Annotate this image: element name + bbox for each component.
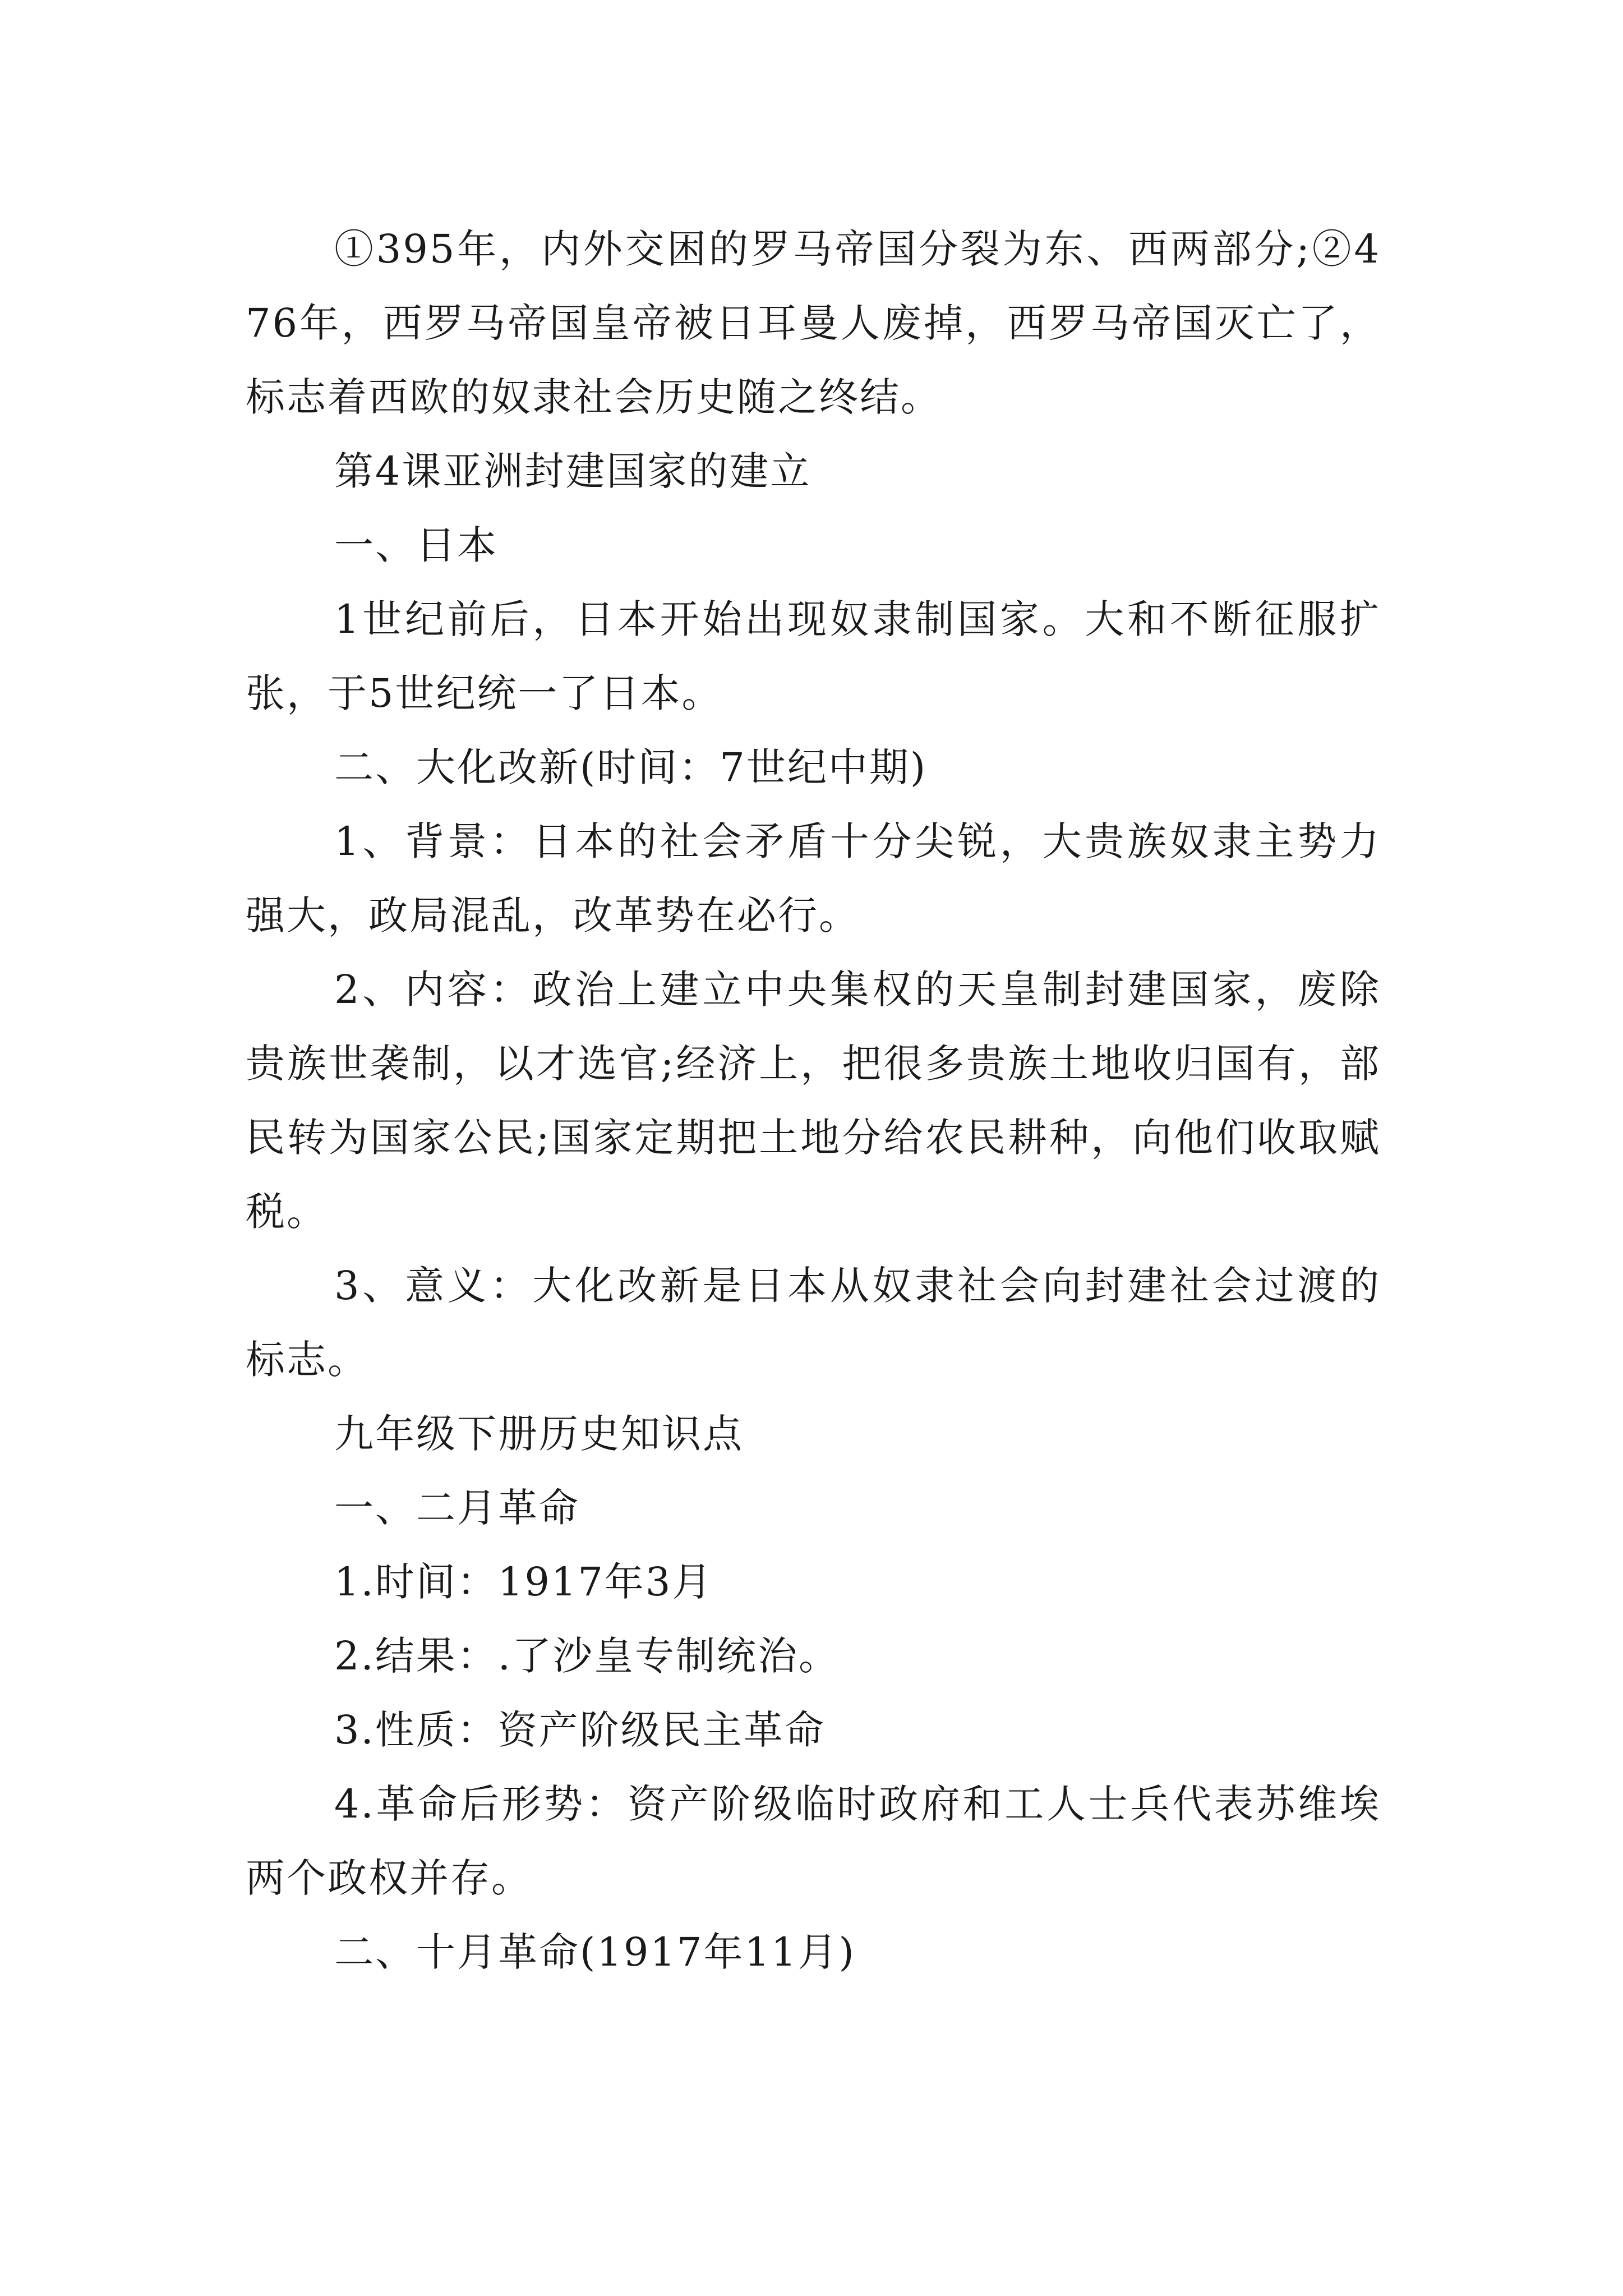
item-post-revolution-situation: 4.革命后形势：资产阶级临时政府和工人士兵代表苏维埃两个政权并存。 <box>246 1781 1381 1901</box>
item-nature: 3.性质：资产阶级民主革命 <box>334 1707 826 1753</box>
heading-february-revolution: 一、二月革命 <box>334 1485 580 1531</box>
document-body <box>246 212 1381 1989</box>
item-time: 1.时间：1917年3月 <box>334 1559 713 1605</box>
heading-october-revolution: 二、十月革命(1917年11月) <box>334 1929 856 1975</box>
paragraph-reform-content: 2、内容：政治上建立中央集权的天皇制封建国家，废除贵族世袭制，以才选官;经济上，把很多贵族土地收归国有，部民转为国家公民;国家定期把土地分给农民耕种，向他们收取赋税。 <box>246 967 1381 1235</box>
paragraph-reform-significance: 3、意义：大化改新是日本从奴隶社会向封建社会过渡的标志。 <box>246 1263 1381 1383</box>
paragraph-reform-background: 1、背景：日本的社会矛盾十分尖锐，大贵族奴隶主势力强大，政局混乱，改革势在必行。 <box>246 818 1381 938</box>
heading-lesson-4: 第4课亚洲封建国家的建立 <box>334 448 811 494</box>
heading-taika-reform: 二、大化改新(时间：7世纪中期) <box>334 744 928 790</box>
item-result: 2.结果：.了沙皇专制统治。 <box>334 1633 840 1679</box>
heading-japan: 一、日本 <box>334 522 498 568</box>
heading-grade9-history: 九年级下册历史知识点 <box>334 1411 744 1457</box>
paragraph-japan-slave-state: 1世纪前后，日本开始出现奴隶制国家。大和不断征服扩张，于5世纪统一了日本。 <box>246 596 1381 716</box>
paragraph-roman-empire-fall: ①395年，内外交困的罗马帝国分裂为东、西两部分;②476年，西罗马帝国皇帝被日耳曼人废掉，西罗马帝国灭亡了，标志着西欧的奴隶社会历史随之终结。 <box>246 226 1381 420</box>
